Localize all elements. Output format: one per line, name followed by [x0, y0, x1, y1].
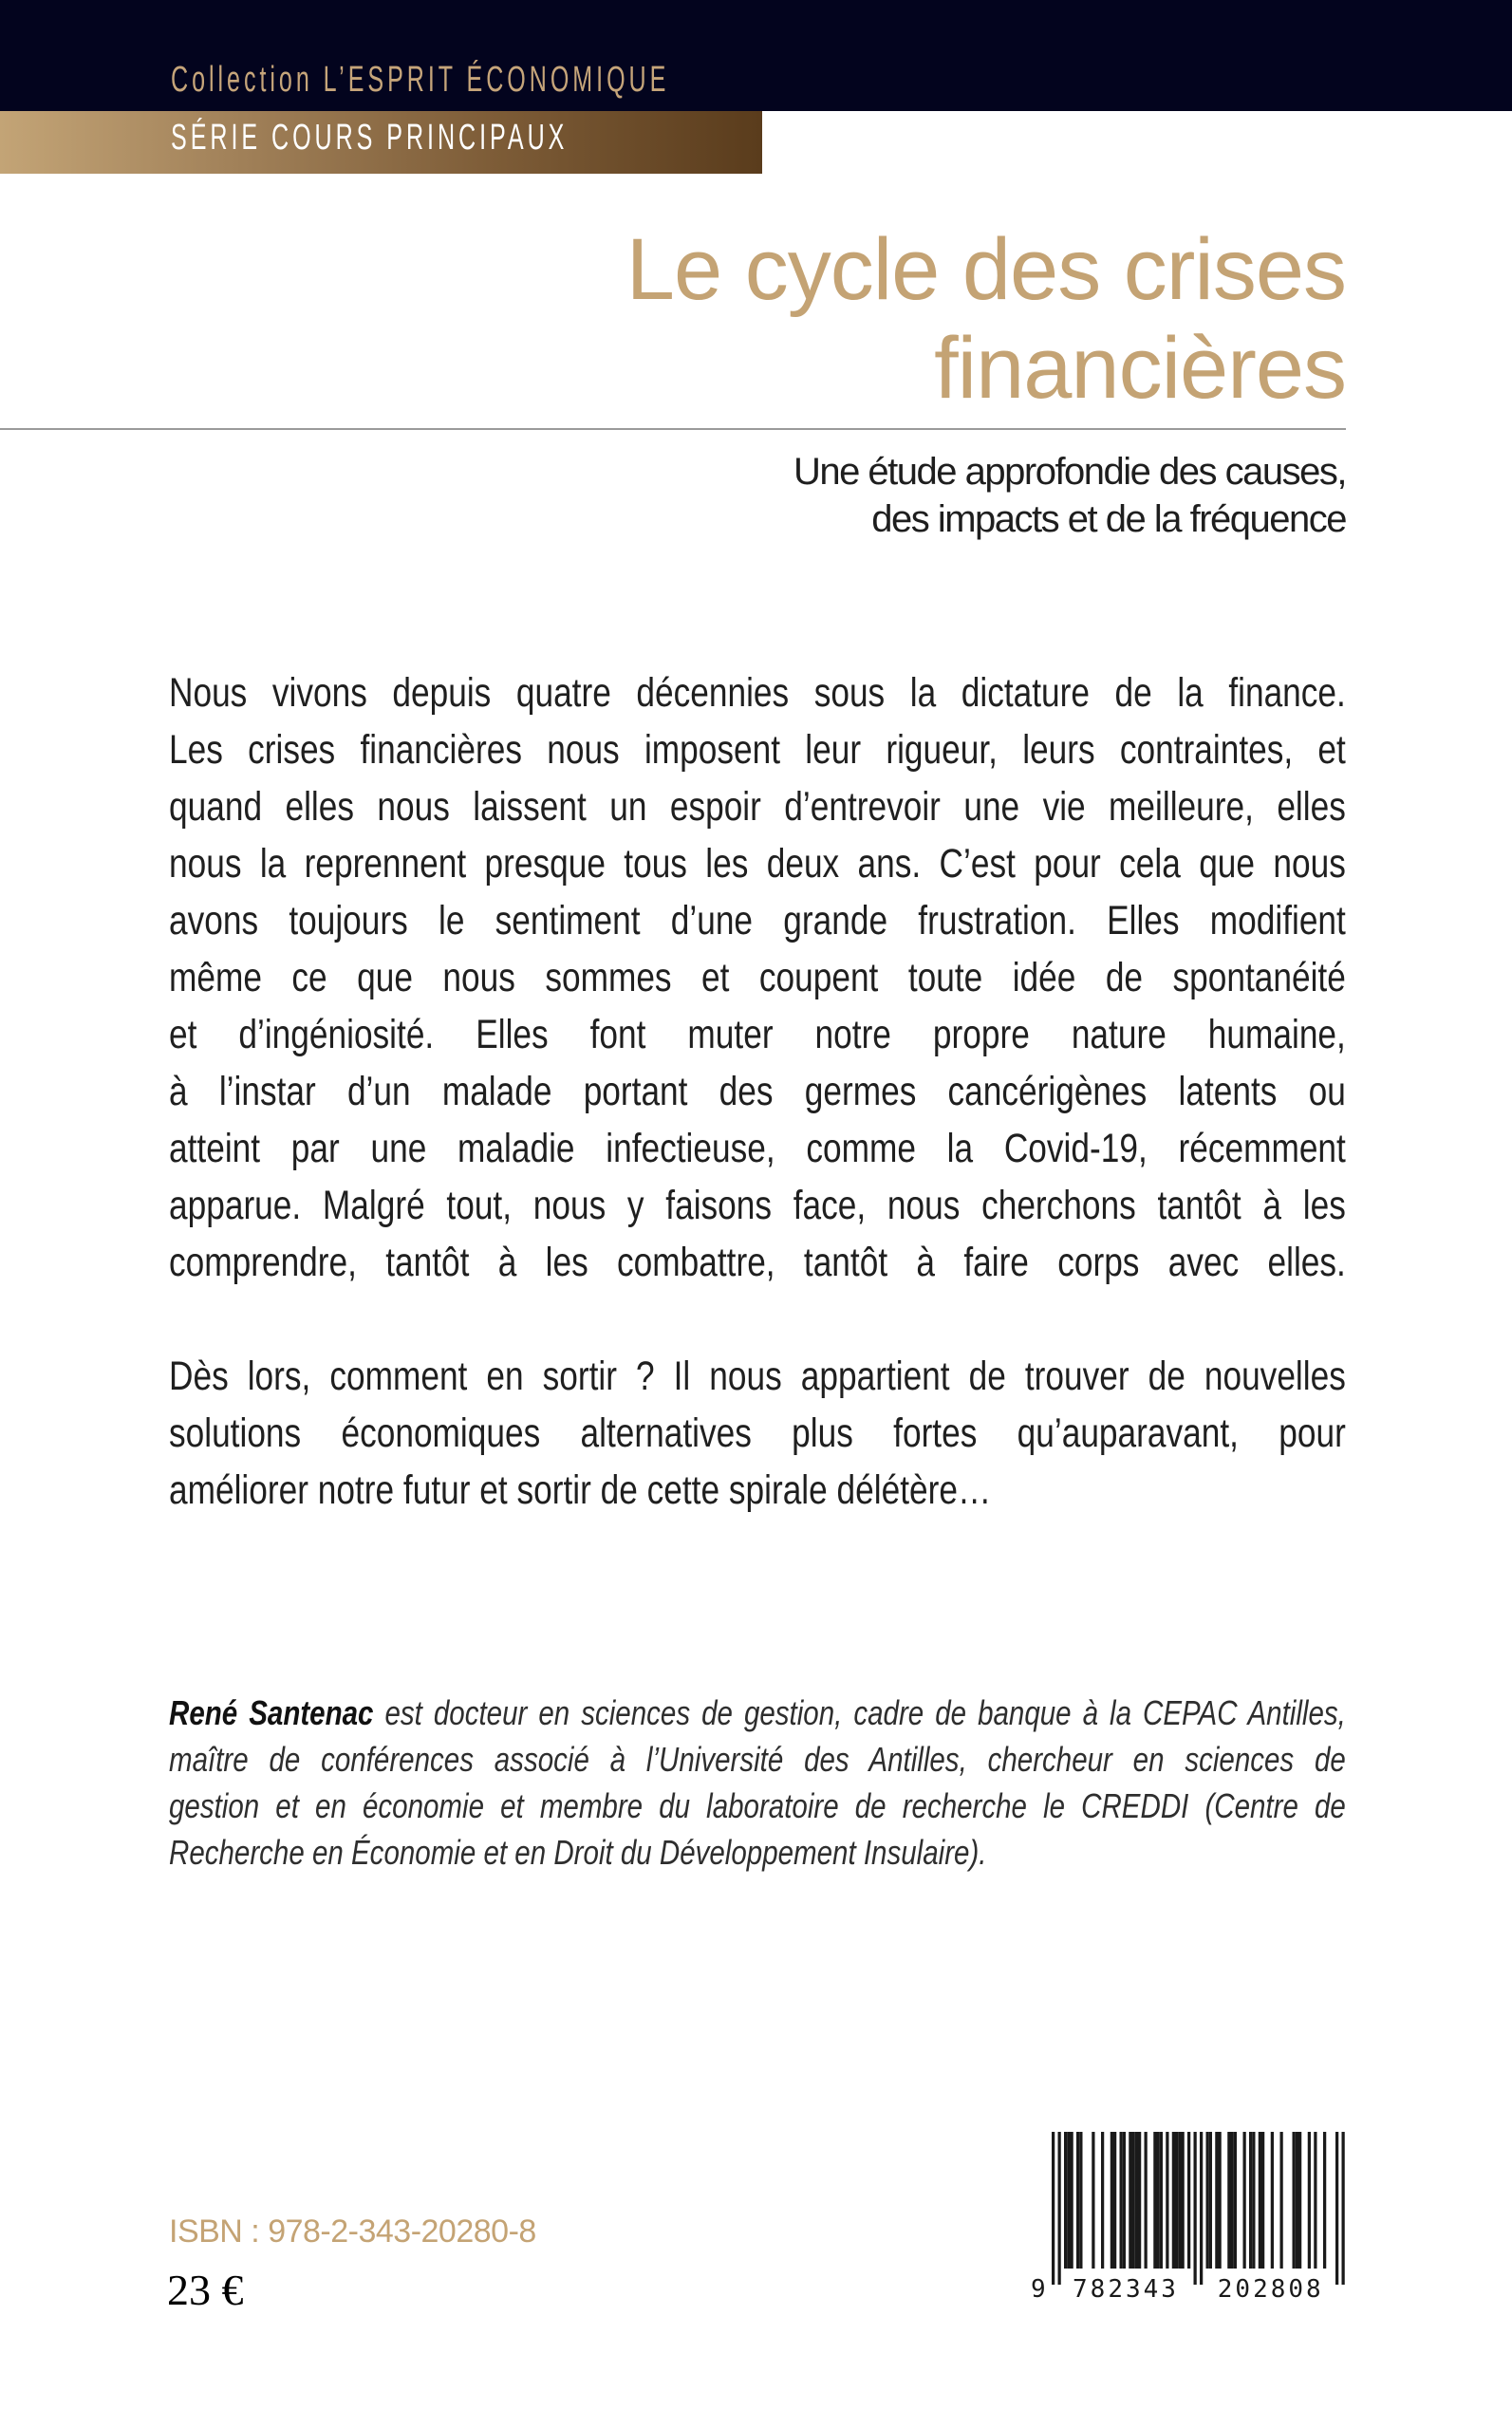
- book-title-line-2: financières: [934, 320, 1346, 417]
- blurb-line: Nous vivons depuis quatre décennies sous la dictature de la finance.: [169, 670, 1346, 716]
- blurb-line: améliorer notre futur et sortir de cette spirale délétère…: [169, 1467, 992, 1513]
- blurb-line: nous la reprennent presque tous les deux ans. C’est pour cela que nous: [169, 841, 1346, 887]
- svg-text:9: 9: [1031, 2275, 1046, 2303]
- subtitle-line-2: des impacts et de la fréquence: [871, 498, 1346, 540]
- bio-line-1: [169, 1690, 1346, 1736]
- blurb-line: Les crises financières nous imposent leur rigueur, leurs contraintes, et: [169, 727, 1346, 773]
- ean13-barcode: [1029, 2132, 1352, 2303]
- blurb-line: Dès lors, comment en sortir ? Il nous appartient de trouver de nouvelles: [169, 1354, 1346, 1399]
- blurb-line: apparue. Malgré tout, nous y faisons face, nous cherchons tantôt à les: [169, 1183, 1346, 1228]
- price: 23 €: [167, 2266, 244, 2314]
- title-divider: [0, 428, 1346, 430]
- blurb-paragraph-1: [169, 664, 1346, 1291]
- blurb-line: à l’instar d’un malade portant des germes cancérigènes latents ou: [169, 1069, 1346, 1114]
- back-cover-blurb: [169, 664, 1346, 1519]
- author-name: René Santenac: [169, 1693, 374, 1732]
- blurb-line: et d’ingéniosité. Elles font muter notre propre nature humaine,: [169, 1012, 1346, 1057]
- author-bio: [169, 1690, 1346, 1876]
- isbn: ISBN : 978-2-343-20280-8: [169, 2213, 536, 2250]
- blurb-line: atteint par une maladie infectieuse, comme la Covid-19, récemment: [169, 1126, 1346, 1171]
- svg-text:782343: 782343: [1073, 2275, 1179, 2303]
- blurb-line: avons toujours le sentiment d’une grande frustration. Elles modifient: [169, 898, 1346, 943]
- collection-name: Collection L’ESPRIT ÉCONOMIQUE: [171, 60, 670, 100]
- svg-text:202808: 202808: [1217, 2275, 1324, 2303]
- barcode-graphic: [1029, 2132, 1352, 2303]
- bio-line-3: gestion et en économie et membre du laboratoire de recherche le CREDDI (Centre de: [169, 1786, 1346, 1825]
- book-title-line-1: Le cycle des crises: [625, 221, 1346, 318]
- blurb-line: comprendre, tantôt à les combattre, tantôt à faire corps avec elles.: [169, 1240, 1346, 1285]
- bio-line-2: maître de conférences associé à l’Université des Antilles, chercheur en sciences de: [169, 1740, 1346, 1779]
- blurb-line: même ce que nous sommes et coupent toute idée de spontanéité: [169, 955, 1346, 1000]
- bio-line-4: Recherche en Économie et en Droit du Développement Insulaire).: [169, 1833, 987, 1872]
- book-title: [397, 220, 1346, 418]
- bio-line-1-text: est docteur en sciences de gestion, cadre de banque à la CEPAC Antilles,: [373, 1693, 1346, 1732]
- series-name: SÉRIE COURS PRINCIPAUX: [171, 118, 569, 158]
- blurb-line: solutions économiques alternatives plus fortes qu’auparavant, pour: [169, 1410, 1346, 1456]
- blurb-paragraph-2: [169, 1348, 1346, 1519]
- blurb-line: quand elles nous laissent un espoir d’entrevoir une vie meilleure, elles: [169, 784, 1346, 830]
- subtitle-line-1: Une étude approfondie des causes,: [793, 451, 1346, 493]
- book-subtitle: [492, 448, 1346, 543]
